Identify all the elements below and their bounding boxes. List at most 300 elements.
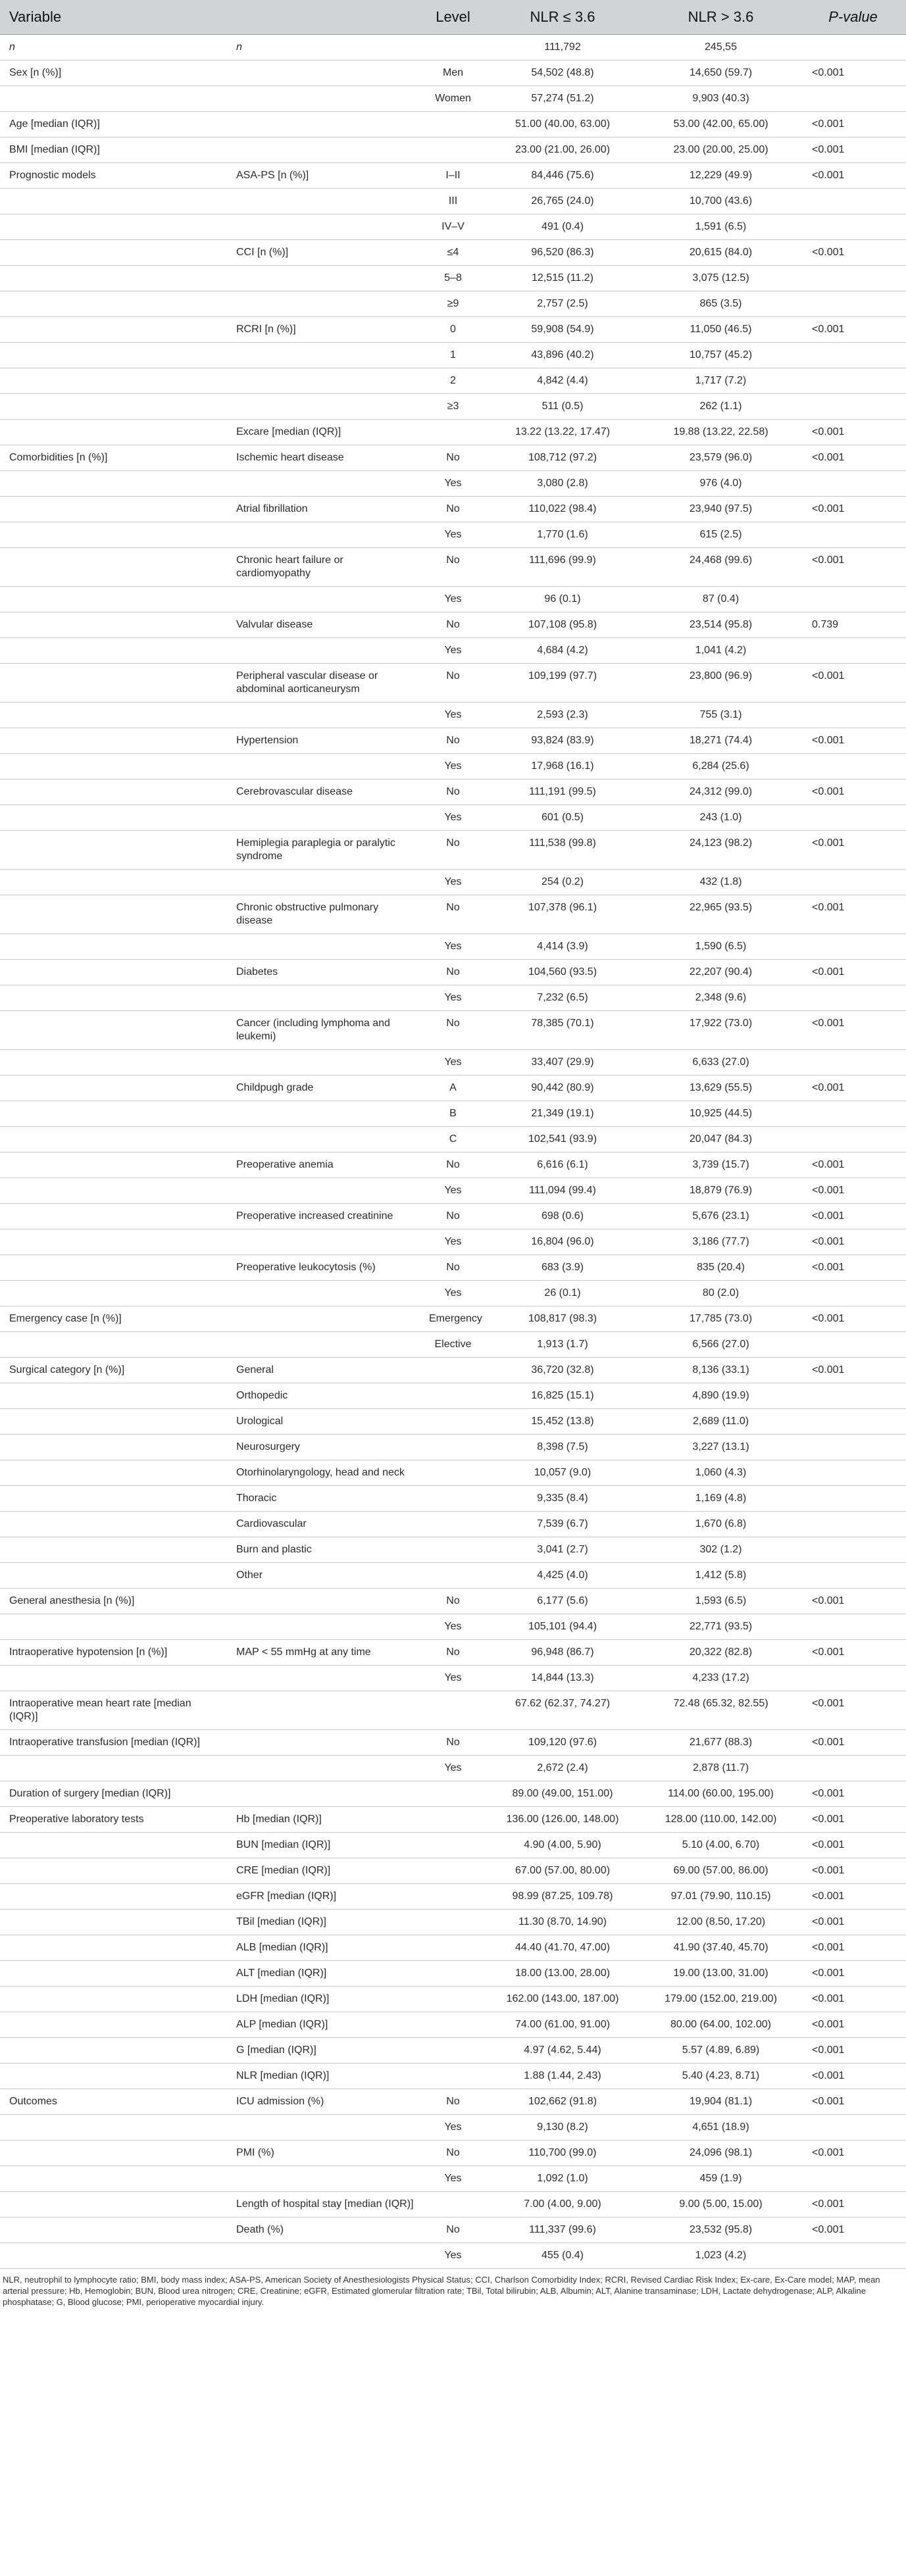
low-nlr-value-cell: 111,094 (99.4) (484, 1178, 642, 1204)
high-nlr-value-cell: 1,023 (4.2) (642, 2243, 800, 2269)
variable-cell: Prognostic models (0, 163, 228, 189)
pvalue-cell (800, 1537, 906, 1563)
subvariable-cell (228, 2166, 422, 2192)
low-nlr-value-cell: 93,824 (83.9) (484, 728, 642, 754)
variable-cell (0, 780, 228, 805)
level-cell: No (422, 960, 484, 985)
subvariable-cell: Burn and plastic (228, 1537, 422, 1563)
low-nlr-value-cell: 18.00 (13.00, 28.00) (484, 1961, 642, 1987)
low-nlr-value-cell: 3,080 (2.8) (484, 471, 642, 497)
pvalue-cell: <0.001 (800, 2089, 906, 2115)
table-row (0, 960, 906, 985)
variable-cell (0, 831, 228, 870)
subvariable-cell: Hemiplegia paraplegia or paralytic syndrome (228, 831, 422, 870)
variable-cell (0, 985, 228, 1011)
variable-cell (0, 214, 228, 240)
subvariable-cell (228, 985, 422, 1011)
subvariable-cell (228, 1589, 422, 1614)
pvalue-cell (800, 1281, 906, 1306)
variable-cell (0, 1756, 228, 1781)
variable-cell: General anesthesia [n (%)] (0, 1589, 228, 1614)
pvalue-cell: <0.001 (800, 2192, 906, 2217)
pvalue-cell: <0.001 (800, 1858, 906, 1884)
level-cell: No (422, 1152, 484, 1178)
pvalue-cell: <0.001 (800, 2141, 906, 2166)
table-row (0, 1512, 906, 1537)
table-row (0, 1833, 906, 1858)
subvariable-cell (228, 1306, 422, 1332)
variable-cell (0, 2038, 228, 2064)
high-nlr-value-cell: 5.10 (4.00, 6.70) (642, 1833, 800, 1858)
low-nlr-value-cell: 78,385 (70.1) (484, 1011, 642, 1050)
variable-cell (0, 394, 228, 420)
level-cell (422, 1833, 484, 1858)
table-row (0, 1332, 906, 1358)
high-nlr-value-cell: 2,878 (11.7) (642, 1756, 800, 1781)
subvariable-cell: Hypertension (228, 728, 422, 754)
variable-cell: BMI [median (IQR)] (0, 137, 228, 163)
variable-cell (0, 2166, 228, 2192)
subvariable-cell: MAP < 55 mmHg at any time (228, 1640, 422, 1666)
level-cell (422, 137, 484, 163)
low-nlr-value-cell: 26 (0.1) (484, 1281, 642, 1306)
high-nlr-value-cell: 262 (1.1) (642, 394, 800, 420)
level-cell (422, 2064, 484, 2089)
variable-cell (0, 2243, 228, 2269)
variable-cell (0, 1666, 228, 1691)
low-nlr-value-cell: 96,520 (86.3) (484, 240, 642, 266)
pvalue-cell (800, 1460, 906, 1486)
level-cell: No (422, 895, 484, 934)
pvalue-cell: <0.001 (800, 1987, 906, 2012)
low-nlr-value-cell: 6,616 (6.1) (484, 1152, 642, 1178)
variable-cell (0, 2192, 228, 2217)
pvalue-cell (800, 805, 906, 831)
level-cell (422, 2012, 484, 2038)
level-cell: No (422, 2217, 484, 2243)
variable-cell (0, 934, 228, 960)
subvariable-cell (228, 638, 422, 664)
pvalue-cell (800, 1409, 906, 1435)
variable-cell (0, 1127, 228, 1152)
table-row (0, 2012, 906, 2038)
high-nlr-value-cell: 2,348 (9.6) (642, 985, 800, 1011)
high-nlr-value-cell: 1,041 (4.2) (642, 638, 800, 664)
pvalue-cell (800, 2166, 906, 2192)
variable-cell: Intraoperative mean heart rate [median (IQR)] (0, 1691, 228, 1730)
high-nlr-value-cell: 1,591 (6.5) (642, 214, 800, 240)
table-row (0, 1050, 906, 1076)
pvalue-cell (800, 266, 906, 291)
subvariable-cell (228, 471, 422, 497)
subvariable-cell (228, 368, 422, 394)
pvalue-cell: <0.001 (800, 2064, 906, 2089)
table-row (0, 1807, 906, 1833)
level-cell: ≥3 (422, 394, 484, 420)
high-nlr-value-cell: 1,593 (6.5) (642, 1589, 800, 1614)
level-cell: 2 (422, 368, 484, 394)
high-nlr-value-cell: 53.00 (42.00, 65.00) (642, 112, 800, 137)
variable-cell: Outcomes (0, 2089, 228, 2115)
pvalue-cell: <0.001 (800, 1589, 906, 1614)
table-row (0, 1486, 906, 1512)
level-cell: 5–8 (422, 266, 484, 291)
level-cell (422, 1486, 484, 1512)
table-row (0, 343, 906, 368)
low-nlr-value-cell: 96 (0.1) (484, 587, 642, 612)
pvalue-cell (800, 1614, 906, 1640)
variable-cell (0, 754, 228, 780)
variable-cell (0, 86, 228, 112)
low-nlr-value-cell: 7,539 (6.7) (484, 1512, 642, 1537)
low-nlr-value-cell: 110,022 (98.4) (484, 497, 642, 522)
high-nlr-value-cell: 6,284 (25.6) (642, 754, 800, 780)
low-nlr-value-cell: 3,041 (2.7) (484, 1537, 642, 1563)
table-row (0, 1691, 906, 1730)
high-nlr-value-cell: 865 (3.5) (642, 291, 800, 317)
pvalue-cell (800, 1666, 906, 1691)
low-nlr-value-cell: 4,414 (3.9) (484, 934, 642, 960)
subvariable-cell (228, 934, 422, 960)
level-cell: No (422, 497, 484, 522)
pvalue-cell (800, 587, 906, 612)
variable-cell: Duration of surgery [median (IQR)] (0, 1781, 228, 1807)
pvalue-cell: <0.001 (800, 1910, 906, 1935)
subvariable-cell: RCRI [n (%)] (228, 317, 422, 343)
subvariable-cell: ALP [median (IQR)] (228, 2012, 422, 2038)
table-row (0, 240, 906, 266)
subvariable-cell: Otorhinolaryngology, head and neck (228, 1460, 422, 1486)
table-row (0, 1204, 906, 1229)
pvalue-cell (800, 703, 906, 728)
high-nlr-value-cell: 8,136 (33.1) (642, 1358, 800, 1383)
table-row (0, 754, 906, 780)
low-nlr-value-cell: 6,177 (5.6) (484, 1589, 642, 1614)
level-cell: No (422, 445, 484, 471)
pvalue-cell: <0.001 (800, 1730, 906, 1756)
high-nlr-value-cell: 12.00 (8.50, 17.20) (642, 1910, 800, 1935)
subvariable-cell: Cancer (including lymphoma and leukemi) (228, 1011, 422, 1050)
low-nlr-value-cell: 54,502 (48.8) (484, 61, 642, 86)
level-cell: Yes (422, 1281, 484, 1306)
high-nlr-value-cell: 14,650 (59.7) (642, 61, 800, 86)
pvalue-cell: <0.001 (800, 548, 906, 587)
variable-cell (0, 1229, 228, 1255)
level-cell: Yes (422, 522, 484, 548)
high-nlr-value-cell: 24,096 (98.1) (642, 2141, 800, 2166)
low-nlr-value-cell: 8,398 (7.5) (484, 1435, 642, 1460)
header-variable: Variable (0, 0, 228, 35)
low-nlr-value-cell: 162.00 (143.00, 187.00) (484, 1987, 642, 2012)
high-nlr-value-cell: 72.48 (65.32, 82.55) (642, 1691, 800, 1730)
level-cell (422, 420, 484, 445)
high-nlr-value-cell: 3,739 (15.7) (642, 1152, 800, 1178)
subvariable-cell: Atrial fibrillation (228, 497, 422, 522)
level-cell (422, 1858, 484, 1884)
subvariable-cell (228, 1281, 422, 1306)
subvariable-cell: Childpugh grade (228, 1076, 422, 1101)
variable-cell (0, 1152, 228, 1178)
subvariable-cell: Orthopedic (228, 1383, 422, 1409)
high-nlr-value-cell: 3,186 (77.7) (642, 1229, 800, 1255)
low-nlr-value-cell: 108,817 (98.3) (484, 1306, 642, 1332)
table-row (0, 2141, 906, 2166)
table-row (0, 1961, 906, 1987)
variable-cell (0, 1332, 228, 1358)
variable-cell (0, 420, 228, 445)
table-row (0, 1409, 906, 1435)
pvalue-cell: <0.001 (800, 895, 906, 934)
subvariable-cell: General (228, 1358, 422, 1383)
table-row (0, 1127, 906, 1152)
pvalue-cell: <0.001 (800, 1884, 906, 1910)
low-nlr-value-cell: 7,232 (6.5) (484, 985, 642, 1011)
low-nlr-value-cell: 14,844 (13.3) (484, 1666, 642, 1691)
high-nlr-value-cell: 21,677 (88.3) (642, 1730, 800, 1756)
level-cell (422, 112, 484, 137)
subvariable-cell: Urological (228, 1409, 422, 1435)
pvalue-cell: <0.001 (800, 780, 906, 805)
low-nlr-value-cell: 43,896 (40.2) (484, 343, 642, 368)
pvalue-cell (800, 86, 906, 112)
table-row (0, 2038, 906, 2064)
low-nlr-value-cell: 67.00 (57.00, 80.00) (484, 1858, 642, 1884)
pvalue-cell: <0.001 (800, 1255, 906, 1281)
table-row (0, 61, 906, 86)
low-nlr-value-cell: 2,593 (2.3) (484, 703, 642, 728)
high-nlr-value-cell: 17,785 (73.0) (642, 1306, 800, 1332)
low-nlr-value-cell: 16,825 (15.1) (484, 1383, 642, 1409)
table-row (0, 1460, 906, 1486)
high-nlr-value-cell: 4,651 (18.9) (642, 2115, 800, 2141)
high-nlr-value-cell: 23,800 (96.9) (642, 664, 800, 703)
level-cell: 1 (422, 343, 484, 368)
level-cell (422, 1935, 484, 1961)
variable-cell (0, 1858, 228, 1884)
level-cell: Yes (422, 587, 484, 612)
level-cell: I–II (422, 163, 484, 189)
variable-cell (0, 703, 228, 728)
subvariable-cell (228, 1666, 422, 1691)
level-cell (422, 1512, 484, 1537)
low-nlr-value-cell: 67.62 (62.37, 74.27) (484, 1691, 642, 1730)
pvalue-cell: <0.001 (800, 240, 906, 266)
level-cell: Yes (422, 2166, 484, 2192)
table-row (0, 1666, 906, 1691)
subvariable-cell: Other (228, 1563, 422, 1589)
variable-cell (0, 870, 228, 895)
low-nlr-value-cell: 511 (0.5) (484, 394, 642, 420)
subvariable-cell (228, 1050, 422, 1076)
level-cell (422, 1537, 484, 1563)
variable-cell (0, 1383, 228, 1409)
high-nlr-value-cell: 24,123 (98.2) (642, 831, 800, 870)
high-nlr-value-cell: 69.00 (57.00, 86.00) (642, 1858, 800, 1884)
high-nlr-value-cell: 19,904 (81.1) (642, 2089, 800, 2115)
table-row (0, 870, 906, 895)
subvariable-cell (228, 587, 422, 612)
high-nlr-value-cell: 20,615 (84.0) (642, 240, 800, 266)
table-row (0, 2217, 906, 2243)
table-row (0, 291, 906, 317)
table-row (0, 703, 906, 728)
variable-cell (0, 2217, 228, 2243)
high-nlr-value-cell: 17,922 (73.0) (642, 1011, 800, 1050)
level-cell: Yes (422, 2243, 484, 2269)
pvalue-cell (800, 1486, 906, 1512)
table-row (0, 985, 906, 1011)
low-nlr-value-cell: 4,425 (4.0) (484, 1563, 642, 1589)
pvalue-cell: <0.001 (800, 2217, 906, 2243)
high-nlr-value-cell: 1,670 (6.8) (642, 1512, 800, 1537)
level-cell: Yes (422, 1178, 484, 1204)
subvariable-cell: Ischemic heart disease (228, 445, 422, 471)
variable-cell (0, 1614, 228, 1640)
high-nlr-value-cell: 23,514 (95.8) (642, 612, 800, 638)
table-row (0, 112, 906, 137)
low-nlr-value-cell: 17,968 (16.1) (484, 754, 642, 780)
header-group-high-nlr: NLR > 3.6 (642, 0, 800, 35)
level-cell: Yes (422, 805, 484, 831)
variable-cell (0, 1512, 228, 1537)
subvariable-cell (228, 189, 422, 214)
pvalue-cell: <0.001 (800, 420, 906, 445)
variable-cell (0, 1255, 228, 1281)
pvalue-cell: <0.001 (800, 2012, 906, 2038)
high-nlr-value-cell: 1,169 (4.8) (642, 1486, 800, 1512)
variable-cell (0, 1961, 228, 1987)
low-nlr-value-cell: 13.22 (13.22, 17.47) (484, 420, 642, 445)
subvariable-cell (228, 266, 422, 291)
subvariable-cell (228, 137, 422, 163)
high-nlr-value-cell: 6,566 (27.0) (642, 1332, 800, 1358)
subvariable-cell: eGFR [median (IQR)] (228, 1884, 422, 1910)
pvalue-cell: <0.001 (800, 1178, 906, 1204)
high-nlr-value-cell: 5.57 (4.89, 6.89) (642, 2038, 800, 2064)
high-nlr-value-cell: 1,060 (4.3) (642, 1460, 800, 1486)
low-nlr-value-cell: 23.00 (21.00, 26.00) (484, 137, 642, 163)
variable-cell (0, 960, 228, 985)
variable-cell (0, 343, 228, 368)
high-nlr-value-cell: 22,207 (90.4) (642, 960, 800, 985)
variable-cell: Age [median (IQR)] (0, 112, 228, 137)
variable-cell (0, 1101, 228, 1127)
level-cell: Yes (422, 1666, 484, 1691)
subvariable-cell (228, 343, 422, 368)
low-nlr-value-cell: 109,120 (97.6) (484, 1730, 642, 1756)
high-nlr-value-cell: 302 (1.2) (642, 1537, 800, 1563)
level-cell: No (422, 2089, 484, 2115)
pvalue-cell (800, 1332, 906, 1358)
subvariable-cell: G [median (IQR)] (228, 2038, 422, 2064)
table-row (0, 137, 906, 163)
pvalue-cell (800, 1050, 906, 1076)
table-row (0, 86, 906, 112)
pvalue-cell: <0.001 (800, 1152, 906, 1178)
table-row (0, 1756, 906, 1781)
pvalue-cell: <0.001 (800, 1691, 906, 1730)
table-row (0, 368, 906, 394)
level-cell: Yes (422, 638, 484, 664)
level-cell (422, 2192, 484, 2217)
variable-cell (0, 2064, 228, 2089)
pvalue-cell: <0.001 (800, 1807, 906, 1833)
pvalue-cell (800, 522, 906, 548)
high-nlr-value-cell: 755 (3.1) (642, 703, 800, 728)
low-nlr-value-cell: 51.00 (40.00, 63.00) (484, 112, 642, 137)
subvariable-cell: Thoracic (228, 1486, 422, 1512)
table-row (0, 1383, 906, 1409)
table-row (0, 1537, 906, 1563)
high-nlr-value-cell: 615 (2.5) (642, 522, 800, 548)
table-row (0, 805, 906, 831)
level-cell: No (422, 780, 484, 805)
subvariable-cell: PMI (%) (228, 2141, 422, 2166)
low-nlr-value-cell: 9,335 (8.4) (484, 1486, 642, 1512)
pvalue-cell (800, 368, 906, 394)
high-nlr-value-cell: 12,229 (49.9) (642, 163, 800, 189)
subvariable-cell (228, 394, 422, 420)
subvariable-cell (228, 754, 422, 780)
level-cell: Yes (422, 754, 484, 780)
level-cell: Yes (422, 703, 484, 728)
high-nlr-value-cell: 80.00 (64.00, 102.00) (642, 2012, 800, 2038)
table-row (0, 317, 906, 343)
high-nlr-value-cell: 23,940 (97.5) (642, 497, 800, 522)
high-nlr-value-cell: 9,903 (40.3) (642, 86, 800, 112)
level-cell: No (422, 1730, 484, 1756)
pvalue-cell: <0.001 (800, 1358, 906, 1383)
high-nlr-value-cell: 1,717 (7.2) (642, 368, 800, 394)
subvariable-cell (228, 2115, 422, 2141)
high-nlr-value-cell: 24,312 (99.0) (642, 780, 800, 805)
subvariable-cell: Valvular disease (228, 612, 422, 638)
table-row (0, 1435, 906, 1460)
variable-cell (0, 1409, 228, 1435)
table-row (0, 445, 906, 471)
subvariable-cell: Neurosurgery (228, 1435, 422, 1460)
table-row (0, 214, 906, 240)
level-cell: Elective (422, 1332, 484, 1358)
pvalue-cell: <0.001 (800, 960, 906, 985)
variable-cell (0, 1537, 228, 1563)
level-cell: No (422, 831, 484, 870)
pvalue-cell (800, 985, 906, 1011)
table-row (0, 728, 906, 754)
table-row (0, 664, 906, 703)
level-cell: Yes (422, 934, 484, 960)
low-nlr-value-cell: 4.97 (4.62, 5.44) (484, 2038, 642, 2064)
level-cell: No (422, 548, 484, 587)
subvariable-cell: Cerebrovascular disease (228, 780, 422, 805)
level-cell: ≥9 (422, 291, 484, 317)
pvalue-cell: <0.001 (800, 61, 906, 86)
table-row (0, 895, 906, 934)
subvariable-cell (228, 1127, 422, 1152)
low-nlr-value-cell: 683 (3.9) (484, 1255, 642, 1281)
pvalue-cell (800, 471, 906, 497)
high-nlr-value-cell: 3,075 (12.5) (642, 266, 800, 291)
low-nlr-value-cell: 111,191 (99.5) (484, 780, 642, 805)
pvalue-cell: <0.001 (800, 1781, 906, 1807)
low-nlr-value-cell: 59,908 (54.9) (484, 317, 642, 343)
pvalue-cell (800, 638, 906, 664)
subvariable-cell (228, 1229, 422, 1255)
level-cell: Men (422, 61, 484, 86)
pvalue-cell: <0.001 (800, 1640, 906, 1666)
subvariable-cell: Preoperative increased creatinine (228, 1204, 422, 1229)
subvariable-cell (228, 703, 422, 728)
